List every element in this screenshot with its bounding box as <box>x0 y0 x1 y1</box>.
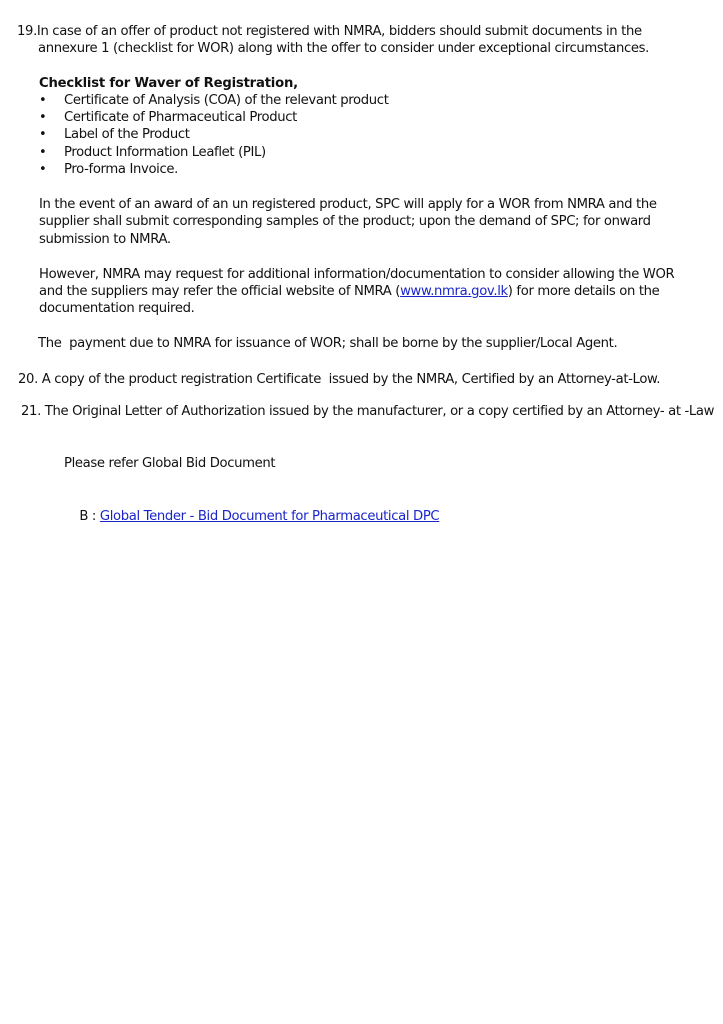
reference-prefix: B : <box>79 509 100 524</box>
checklist-item-text: Label of the Product <box>64 127 190 142</box>
nmra-website-link[interactable]: www.nmra.gov.lk <box>400 284 508 299</box>
checklist-item-text: Pro-forma Invoice. <box>64 162 178 177</box>
checklist-item <box>0 92 723 109</box>
however-paragraph-line-3: documentation required. <box>39 301 195 316</box>
checklist-item <box>0 109 723 126</box>
bullet-icon: • <box>39 127 47 142</box>
bullet-icon: • <box>39 110 47 125</box>
item-19-line-1: 19.In case of an offer of product not registered with NMRA, bidders should submit documents in the <box>17 24 642 39</box>
however-line-2-after: ) for more details on the <box>507 284 660 299</box>
award-paragraph-line-2: supplier shall submit corresponding samples of the product; upon the demand of SPC; for onward <box>39 214 651 229</box>
award-paragraph-line-1: In the event of an award of an un registered product, SPC will apply for a WOR from NMRA and the <box>39 197 657 212</box>
however-line-2-before: and the suppliers may refer the official website of NMRA ( <box>39 284 401 299</box>
checklist-item-text: Certificate of Analysis (COA) of the relevant product <box>64 93 389 108</box>
award-paragraph-line-3: submission to NMRA. <box>39 232 171 247</box>
reference-link-line <box>64 491 439 542</box>
item-20: 20. A copy of the product registration Certificate issued by the NMRA, Certified by an Attorney-at-Low. <box>18 372 661 387</box>
bullet-icon: • <box>39 145 47 160</box>
bullet-icon: • <box>39 93 47 108</box>
item-19-line-2: annexure 1 (checklist for WOR) along with the offer to consider under exceptional circumstances. <box>38 41 649 56</box>
checklist-item <box>0 144 723 161</box>
however-paragraph-line-2 <box>39 283 659 300</box>
checklist-heading: Checklist for Waver of Registration, <box>39 76 298 91</box>
payment-line: The payment due to NMRA for issuance of WOR; shall be borne by the supplier/Local Agent. <box>38 336 618 351</box>
bullet-icon: • <box>39 162 47 177</box>
reference-text: Please refer Global Bid Document <box>64 456 276 471</box>
checklist-item-text: Certificate of Pharmaceutical Product <box>64 110 297 125</box>
checklist-item <box>0 161 723 178</box>
however-paragraph-line-1: However, NMRA may request for additional information/documentation to consider allowing the WOR <box>39 267 675 282</box>
checklist-item <box>0 126 723 143</box>
checklist-item-text: Product Information Leaflet (PIL) <box>64 145 266 160</box>
global-tender-bid-document-link[interactable]: Global Tender - Bid Document for Pharmaceutical DPC <box>99 509 440 524</box>
item-21: 21. The Original Letter of Authorization issued by the manufacturer, or a copy certified by an Attorney- at -Law <box>21 404 715 419</box>
